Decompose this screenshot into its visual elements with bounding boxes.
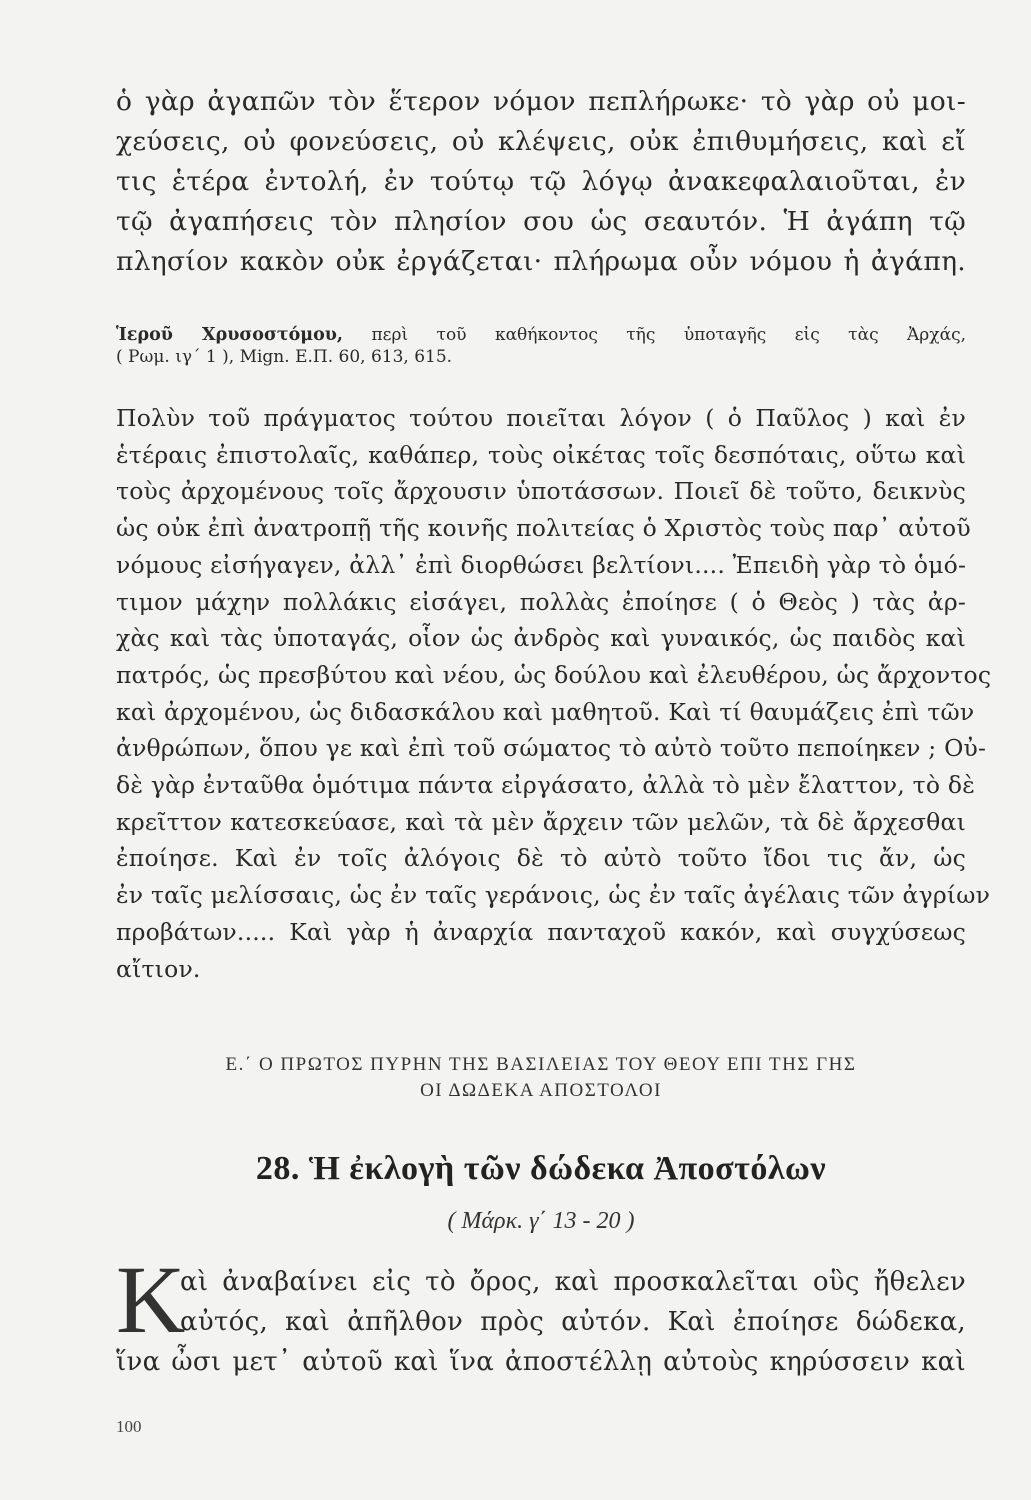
body-line: αἴτιον. xyxy=(116,954,201,983)
quote-line: ὁ γὰρ ἀγαπῶν τὸν ἕτερον νόμον πεπλήρωκε· τὸ γὰρ οὐ μοι- xyxy=(116,86,966,117)
body-line: ἑτέραις ἐπιστολαῖς, καθάπερ, τοὺς οἰκέτας τοῖς δεσπόταις, οὕτω καὶ xyxy=(116,440,966,469)
scripture-quote xyxy=(116,82,966,282)
chapter-title: 28. Ἡ ἐκλογὴ τῶν δώδεκα Ἀποστόλων xyxy=(255,1150,827,1187)
section-heading xyxy=(116,1052,966,1104)
body-line: Πολὺν τοῦ πράγματος τούτου ποιεῖται λόγον ( ὁ Παῦλος ) καὶ ἐν xyxy=(116,404,966,432)
opening-paragraph xyxy=(116,1246,966,1382)
page-number: 100 xyxy=(116,1417,142,1436)
body-line: ὡς οὐκ ἐπὶ ἀνατροπῇ τῆς κοινῆς πολιτείας ὁ Χριστὸς τοὺς παρ᾽ αὐτοῦ xyxy=(116,514,971,543)
body-line: ἐν ταῖς μελίσσαις, ὡς ἐν ταῖς γεράνοις, ὡς ἐν ταῖς ἀγέλαις τῶν ἀγρίων xyxy=(116,881,991,910)
citation-line-1 xyxy=(116,324,966,346)
commentary-text xyxy=(116,400,992,987)
section-heading-line-1: Ε.΄ Ο ΠΡΩΤΟΣ ΠΥΡΗΝ ΤΗΣ ΒΑΣΙΛΕΙΑΣ ΤΟΥ ΘΕΟΥ ΕΠΙ ΤΗΣ ΓΗΣ xyxy=(225,1054,857,1075)
quote-line: πλησίον κακὸν οὐκ ἐργάζεται· πλήρωμα οὖν νόμου ἡ ἀγάπη. xyxy=(116,246,966,277)
citation xyxy=(116,324,966,368)
body-line: προβάτων..... Καὶ γὰρ ἡ ἀναρχία πανταχοῦ κακόν, καὶ συγχύσεως xyxy=(116,917,966,946)
quote-line: τῷ ἀγαπήσεις τὸν πλησίον σου ὡς σεαυτόν. Ἡ ἀγάπη τῷ xyxy=(116,206,966,237)
citation-line-2: ( Ρωμ. ιγ΄ 1 ), Mign. E.Π. 60, 613, 615. xyxy=(116,347,453,367)
body-line: χὰς καὶ τὰς ὑποταγάς, οἷον ὡς ἀνδρὸς καὶ γυναικός, ὡς παιδὸς καὶ xyxy=(116,624,966,653)
opening-line: ἵνα ὦσι μετ᾽ αὐτοῦ καὶ ἵνα ἀποστέλλῃ αὐτοὺς κηρύσσειν καὶ xyxy=(116,1347,966,1377)
quote-line: χεύσεις, οὐ φονεύσεις, οὐ κλέψεις, οὐκ ἐπιθυμήσεις, καὶ εἴ xyxy=(116,126,966,157)
chapter-reference: ( Μάρκ. γ΄ 13 - 20 ) xyxy=(447,1208,635,1234)
body-line: νόμους εἰσήγαγεν, ἀλλ᾽ ἐπὶ διορθώσει βελτίονι.... Ἐπειδὴ γὰρ τὸ ὁμό- xyxy=(116,550,967,579)
citation-work: περὶ τοῦ καθήκοντος τῆς ὑποταγῆς εἰς τὰς Ἀρχάς, xyxy=(371,325,967,345)
body-line: καὶ ἀρχομένου, ὡς διδασκάλου καὶ μαθητοῦ. Καὶ τί θαυμάζεις ἐπὶ τῶν xyxy=(116,697,975,726)
body-line: ἀνθρώπων, ὅπου γε καὶ ἐπὶ τοῦ σώματος τὸ αὐτὸ τοῦτο πεποίηκεν ; Οὐ- xyxy=(116,734,987,763)
opening-line: αὶ ἀναβαίνει εἰς τὸ ὄρος, καὶ προσκαλεῖται οὓς ἤθελεν xyxy=(180,1267,966,1297)
body-line: πατρός, ὡς πρεσβύτου καὶ νέου, ὡς δούλου καὶ ἐλευθέρου, ὡς ἄρχοντος xyxy=(116,660,992,689)
drop-cap: Κ xyxy=(116,1246,186,1353)
quote-line: τις ἑτέρα ἐντολή, ἐν τούτῳ τῷ λόγῳ ἀνακεφαλαιοῦται, ἐν xyxy=(116,166,966,197)
body-line: τιμον μάχην πολλάκις εἰσάγει, πολλὰς ἐποίησε ( ὁ Θεὸς ) τὰς ἀρ- xyxy=(116,587,966,616)
body-line: κρεῖττον κατεσκεύασε, καὶ τὰ μὲν ἄρχειν τῶν μελῶν, τὰ δὲ ἄρχεσθαι xyxy=(116,807,966,836)
section-heading-line-2: ΟΙ ΔΩΔΕΚΑ ΑΠΟΣΤΟΛΟΙ xyxy=(420,1080,662,1101)
body-line: ἐποίησε. Καὶ ἐν τοῖς ἀλόγοις δὲ τὸ αὐτὸ τοῦτο ἴδοι τις ἄν, ὡς xyxy=(116,844,966,873)
body-line: τοὺς ἀρχομένους τοῖς ἄρχουσιν ὑποτάσσων. Ποιεῖ δὲ τοῦτο, δεικνὺς xyxy=(116,477,966,506)
opening-line: αὐτός, καὶ ἀπῆλθον πρὸς αὐτόν. Καὶ ἐποίησε δώδεκα, xyxy=(180,1307,966,1337)
citation-author: Ἱεροῦ Χρυσοστόμου, xyxy=(116,325,344,345)
body-line: δὲ γὰρ ἐνταῦθα ὁμότιμα πάντα εἰργάσατο, ἀλλὰ τὸ μὲν ἔλαττον, τὸ δὲ xyxy=(116,771,976,800)
